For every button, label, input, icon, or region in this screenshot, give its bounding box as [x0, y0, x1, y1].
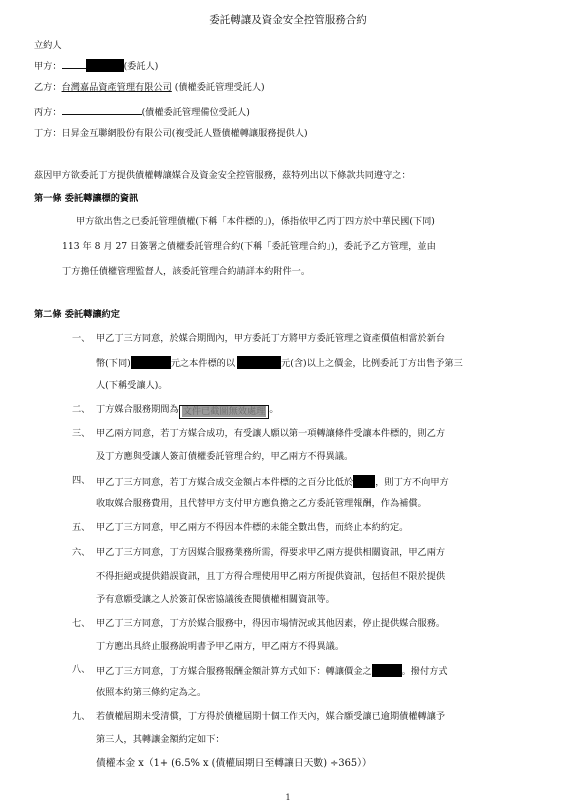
item-2-line — [96, 404, 279, 419]
item-7-line: 丁方應出具終止服務說明書予甲乙兩方，甲乙兩方不得異議。 — [96, 641, 345, 652]
item-8-text: 。撥付方式 — [401, 666, 448, 677]
price-redaction — [237, 356, 281, 369]
watermark-text: 文件已截圖無效處理 — [182, 406, 266, 417]
item-8-line — [96, 664, 448, 678]
item-1-line — [96, 356, 463, 370]
item-5-line: 甲乙丁三方同意，甲乙兩方不得因本件標的未能全數出售，而終止本約約定。 — [96, 522, 409, 533]
article-1-line: 丁方擔任債權管理監督人，該委託管理合約請詳本約附件一。 — [62, 266, 311, 277]
item-9-line: 第三人，其轉讓金額約定如下： — [96, 734, 225, 745]
item-3-line: 及丁方應與受讓人簽訂債權委託管理合約，甲乙兩方不得異議。 — [96, 451, 354, 462]
item-4-text: 甲乙丁三方同意，若丁方媒合成交金額占本件標的之百分比低於 — [96, 477, 354, 488]
service-period-box — [179, 405, 270, 419]
item-label: 一、 — [72, 333, 91, 344]
party-jia-redaction — [86, 59, 124, 72]
item-label: 九、 — [72, 711, 91, 722]
party-yi-name: 台灣嘉品資產管理有限公司 — [61, 82, 172, 93]
page-number: 1 — [285, 793, 291, 802]
party-jia-suffix: (委託人) — [123, 61, 159, 72]
item-label: 五、 — [72, 522, 91, 533]
party-bing-blank — [62, 105, 142, 115]
article-1-line: 113 年 8 月 27 日簽署之債權委託管理合約(下稱「委託管理合約」)，委託予乙方管理，並由 — [62, 241, 436, 252]
item-9-line: 若債權屆期未受清償，丁方得於債權屆期十個工作天內，媒合願受讓已逾期債權轉讓予 — [96, 711, 446, 722]
item-8-text: 甲乙丁三方同意，丁方媒合服務報酬金額計算方式如下：轉讓價金之 — [96, 666, 372, 677]
parties-heading: 立約人 — [34, 40, 62, 51]
party-bing-suffix: (債權委託管理備位受託人) — [141, 107, 250, 118]
article-1-line: 甲方欲出售之已委託管理債權(下稱「本件標的」)，係指依甲乙丙丁四方於中華民國(下同) — [76, 216, 435, 227]
party-jia-line — [34, 59, 158, 73]
item-2-text: 。 — [269, 404, 279, 415]
item-4-line — [96, 475, 449, 489]
party-yi-line — [34, 82, 265, 94]
item-1-text: 元之本件標的以 — [170, 358, 236, 369]
party-yi-prefix: 乙方： — [34, 82, 62, 93]
item-7-line: 甲乙丁三方同意，丁方於媒合服務中，得因市場情況或其他因素，停止提供媒合服務。 — [96, 618, 446, 629]
transfer-formula: 債權本金 x（1+ (6.5% x (債權屆期日至轉讓日天數) ÷365）） — [96, 758, 372, 769]
amount-redaction — [131, 356, 171, 369]
party-bing-prefix: 丙方： — [34, 107, 62, 118]
party-bing-line — [34, 105, 250, 119]
item-6-line: 不得拒絕或提供錯誤資訊，且丁方得合理使用甲乙兩方所提供資訊，包括但不限於提供 — [96, 571, 446, 582]
percentage-redaction — [353, 475, 375, 488]
party-ding-line: 丁方：日昇金互聯網股份有限公司(複受託人暨債權轉讓服務提供人) — [34, 128, 308, 139]
article-1-heading: 第一條 委託轉讓標的資訊 — [34, 193, 139, 204]
article-2-heading: 第二條 委託轉讓約定 — [34, 309, 120, 320]
item-4-text: ，則丁方不向甲方 — [375, 477, 449, 488]
party-jia-blank — [62, 59, 86, 69]
item-6-line: 甲乙丁三方同意，丁方因媒合服務業務所需，得要求甲乙兩方提供相關資訊，甲乙兩方 — [96, 547, 446, 558]
item-8-line: 依照本約第三條約定為之。 — [96, 687, 207, 698]
item-label: 八、 — [72, 664, 91, 675]
item-label: 二、 — [72, 404, 91, 415]
item-label: 三、 — [72, 428, 91, 439]
document-title: 委託轉讓及資金安全控管服務合約 — [209, 14, 367, 26]
item-6-line: 予有意願受讓之人於簽訂保密協議後查閱債權相關資訊等。 — [96, 594, 335, 605]
item-3-line: 甲乙兩方同意，若丁方媒合成功，有受讓人願以第一項轉讓條件受讓本件標的，則乙方 — [96, 428, 446, 439]
party-jia-prefix: 甲方： — [34, 61, 62, 72]
item-1-text: 元(含)以上之價金，比例委託丁方出售予第三 — [281, 358, 463, 369]
item-4-line: 收取媒合服務費用，且代替甲方支付甲方應負擔之乙方委託管理報酬，作為補償。 — [96, 498, 427, 509]
item-1-line: 甲乙丁三方同意，於媒合期間內，甲方委託丁方將甲方委託管理之資產價值相當於新台 — [96, 333, 446, 344]
item-1-text: 幣(下同) — [96, 358, 131, 369]
party-yi-suffix: (債權委託管理受託人) — [174, 82, 265, 93]
item-label: 四、 — [72, 475, 91, 486]
item-1-line: 人(下稱受讓人)。 — [96, 380, 168, 391]
item-label: 七、 — [72, 618, 91, 629]
item-label: 六、 — [72, 547, 91, 558]
fee-rate-redaction — [372, 664, 402, 677]
item-2-text: 丁方媒合服務期間為 — [96, 404, 179, 415]
intro-paragraph: 茲因甲方欲委託丁方提供債權轉讓媒合及資金安全控管服務，茲特列出以下條款共同遵守之： — [34, 170, 411, 181]
